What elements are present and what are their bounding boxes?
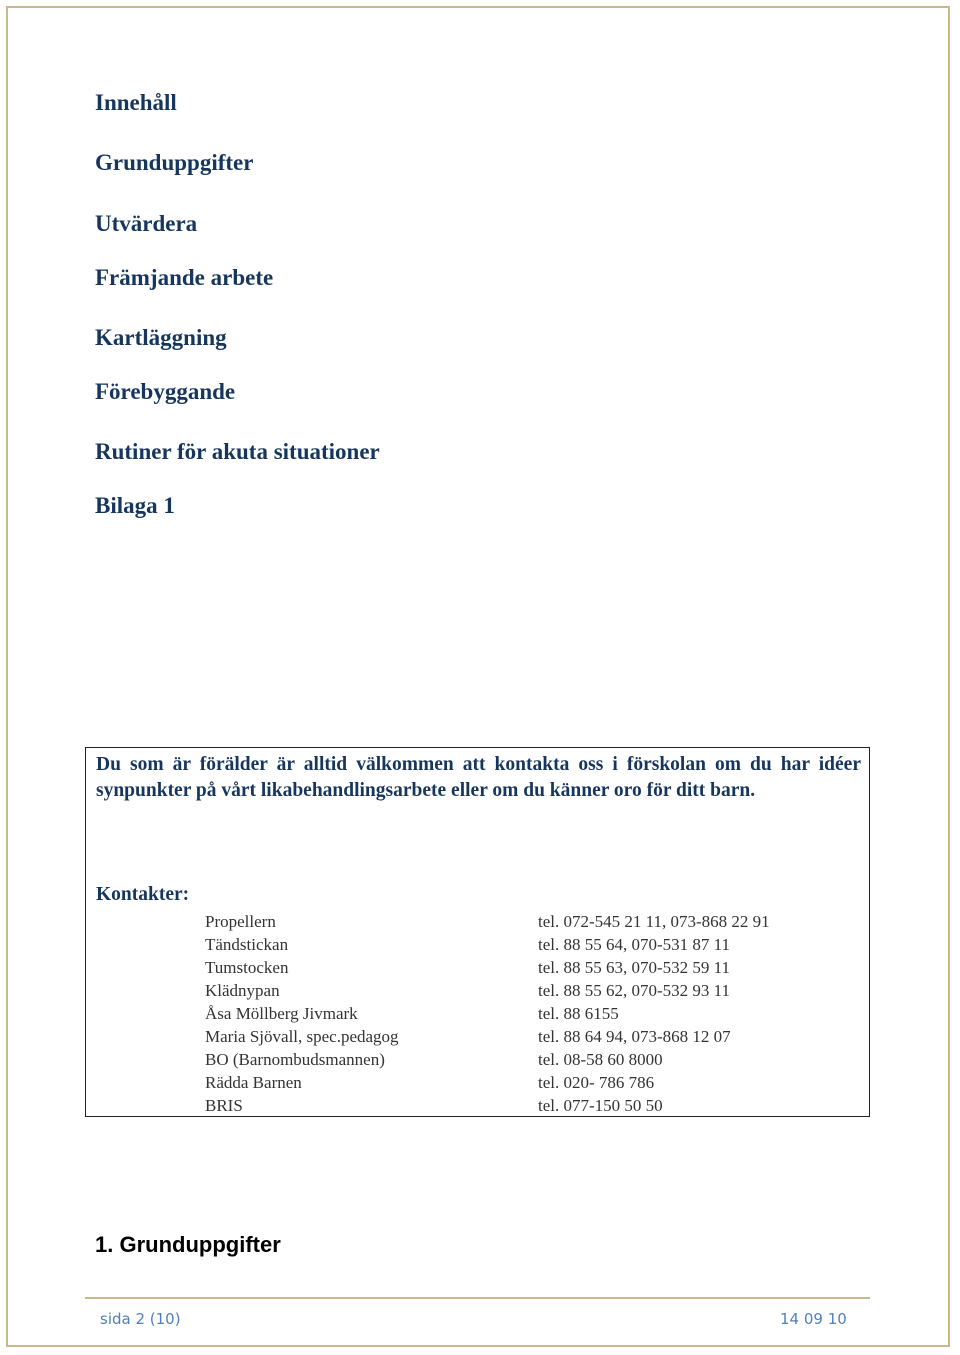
contact-name: Åsa Möllberg Jivmark — [205, 1004, 358, 1023]
contact-name: BO (Barnombudsmannen) — [205, 1050, 385, 1069]
contact-tel: tel. 88 55 64, 070-531 87 11 — [538, 935, 731, 954]
contact-info-box — [85, 747, 870, 1117]
contact-row — [205, 1071, 845, 1094]
contact-row — [205, 979, 845, 1002]
contact-name: BRIS — [205, 1096, 243, 1115]
footer-date: 14 09 10 — [780, 1310, 847, 1328]
section-heading: 1. Grunduppgifter — [95, 1232, 281, 1257]
contact-name: Tumstocken — [205, 958, 289, 977]
contact-name: Maria Sjövall, spec.pedagog — [205, 1027, 399, 1046]
contact-tel: tel. 88 55 63, 070-532 59 11 — [538, 958, 731, 977]
contacts-heading: Kontakter: — [96, 884, 190, 905]
contact-row — [205, 956, 845, 979]
contact-name: Klädnypan — [205, 981, 280, 1000]
toc-item-utvardera: Utvärdera — [95, 211, 198, 236]
toc-item-rutiner: Rutiner för akuta situationer — [95, 439, 380, 464]
toc-item-framjande-arbete: Främjande arbete — [95, 265, 274, 290]
toc-item-kartlaggning: Kartläggning — [95, 325, 227, 350]
info-text: Du som är förälder är alltid välkommen att kontakta oss i förskolan om du har idéer synpunkter på vårt likabehandlingsarbete eller om du känner oro för ditt barn. — [96, 754, 861, 801]
contact-row — [205, 1025, 845, 1048]
toc-item-forebyggande: Förebyggande — [95, 379, 236, 404]
contact-tel: tel. 08-58 60 8000 — [538, 1050, 663, 1069]
contact-name: Propellern — [205, 912, 276, 931]
contact-tel: tel. 077-150 50 50 — [538, 1096, 663, 1115]
contact-name: Tändstickan — [205, 935, 289, 954]
contact-row — [205, 1094, 845, 1117]
contact-row — [205, 910, 845, 933]
toc-heading: Innehåll — [95, 90, 177, 115]
page-border — [6, 6, 950, 1347]
footer-page-number: sida 2 (10) — [100, 1310, 181, 1328]
contact-tel: tel. 88 64 94, 073-868 12 07 — [538, 1027, 731, 1046]
contact-tel: tel. 88 55 62, 070-532 93 11 — [538, 981, 731, 1000]
toc-item-grunduppgifter: Grunduppgifter — [95, 150, 254, 175]
contact-row — [205, 933, 845, 956]
toc-item-bilaga: Bilaga 1 — [95, 493, 175, 518]
contacts-list — [205, 910, 845, 1117]
contact-name: Rädda Barnen — [205, 1073, 302, 1092]
contact-row — [205, 1002, 845, 1025]
contact-row — [205, 1048, 845, 1071]
contact-tel: tel. 88 6155 — [538, 1004, 619, 1023]
contact-tel: tel. 072-545 21 11, 073-868 22 91 — [538, 912, 770, 931]
contact-tel: tel. 020- 786 786 — [538, 1073, 655, 1092]
footer-rule — [85, 1297, 870, 1299]
